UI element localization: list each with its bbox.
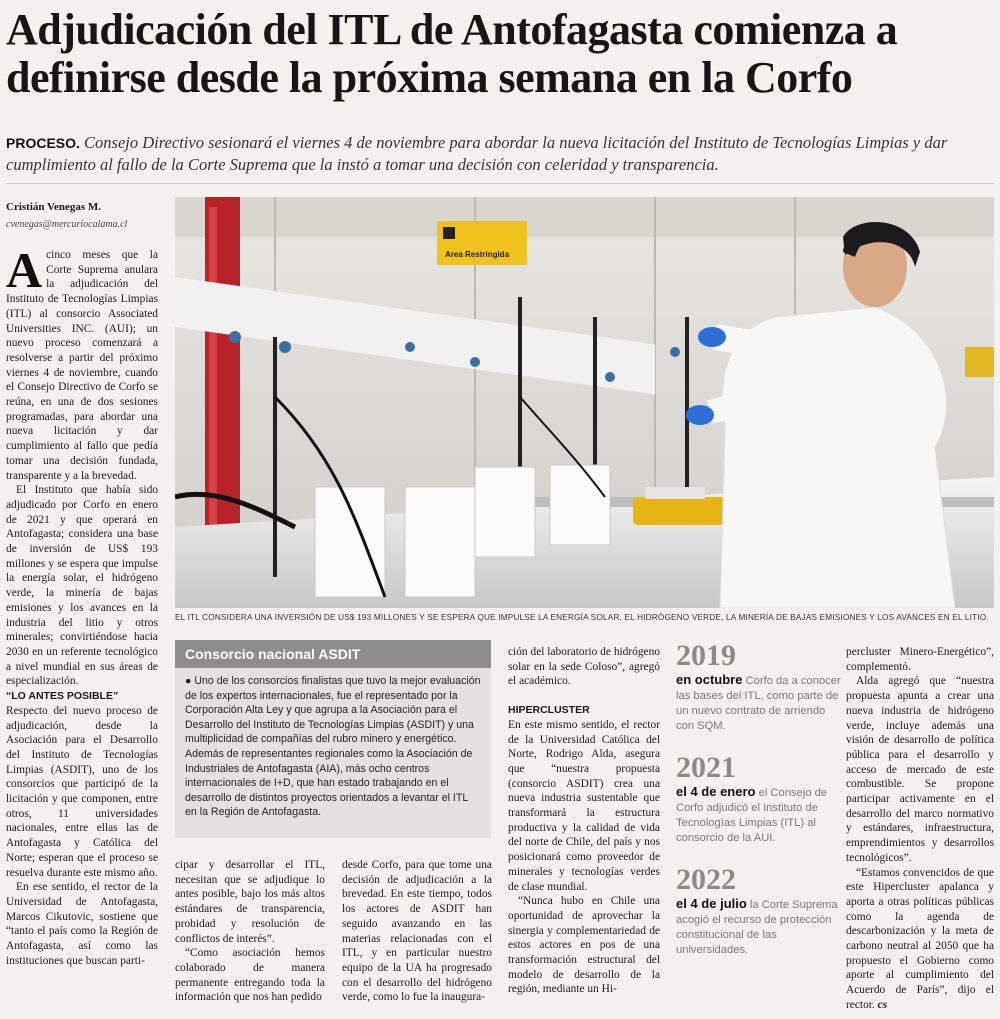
lab-illustration <box>175 197 994 608</box>
paragraph: Respecto del nuevo proceso de adjudicación, desde la Asociación para el Desarrollo del Instituto de Tecnologías Limpias (ASDIT), uno de los consorcios que participó de la licitación y que componen, entre otros, 11 universidades nacionales, entre ellas las de Antofagasta y Católica del Norte; esperan que el proceso se resuelva durante este mismo año. <box>6 704 158 879</box>
timeline <box>676 640 842 964</box>
byline-author: Cristián Venegas M. <box>6 201 102 213</box>
paragraph: En ese sentido, el rector de la Universidad de Antofagasta, Marcos Cikutovic, sostiene que “tanto el país como la Región de Antofagasta, así como las instituciones que buscan parti- <box>6 881 158 967</box>
column-1 <box>6 242 158 968</box>
timeline-item <box>676 640 842 734</box>
timeline-item <box>676 752 842 846</box>
column-6 <box>846 645 994 1013</box>
timeline-text: la Corte Suprema acogió el recurso de protección constitucional de las universidades. <box>676 899 838 956</box>
dropcap: A <box>6 242 43 298</box>
paragraph <box>846 866 994 1013</box>
column-3 <box>342 858 492 1005</box>
timeline-date: el 4 de enero <box>676 784 756 799</box>
timeline-year: 2019 <box>676 639 736 672</box>
subhead-hipercluster: HIPERCLUSTER <box>508 704 590 717</box>
lead-text: Consejo Directivo sesionará el viernes 4 de noviembre para abordar la nueva licitación del Instituto de Tecnologías Limpias y dar cumplimiento al fallo de la Corte Suprema que la instó a tomar una decisión con celeridad y transparencia. <box>6 133 948 174</box>
paragraph: “Como asociación hemos colaborado de manera permanente entregando toda la información que nos han pedido <box>175 947 325 1004</box>
headline: Adjudicación del ITL de Antofagasta comienza a definirse desde la próxima semana en la Corfo <box>6 5 898 102</box>
subhead-lo-antes-posible: “LO ANTES POSIBLE” <box>6 690 119 703</box>
photo-caption: EL ITL CONSIDERA UNA INVERSIÓN DE US$ 193 MILLONES Y SE ESPERA QUE IMPULSE LA ENERGÍA SOLAR, EL HIDRÓGENO VERDE, LA MINERÍA DE BAJAS EMISIONES Y LOS AVANCES EN EL LITIO. <box>175 613 989 622</box>
divider <box>6 183 994 184</box>
paragraph: desde Corfo, para que tome una decisión de adjudicación a la brevedad. En este tiempo, todos los actores de ASDIT han seguido avanzando en las materias relacionadas con el ITL, y en particular nuestro equipo de la UA ha progresado con el desarrollo del hidrógeno verde, como lo fue la inaugura- <box>342 859 492 1004</box>
paragraph: El Instituto que había sido adjudicado por Corfo en enero de 2021 y que operará en Antofagasta; considera una base de inversión de US$ 193 millones y se espera que impulse la energía solar, el hidrógeno verde, la minería de bajas emisiones y los avances en la industria del litio y otros minerales; convirtiéndose hacia 2030 en un referente tecnológico a nivel mundial en sus áreas de especialización. <box>6 484 158 688</box>
timeline-year: 2022 <box>676 863 736 896</box>
paragraph: ción del laboratorio de hidrógeno solar en la sede Coloso”, agregó el académico. <box>508 646 660 688</box>
column-2 <box>175 858 325 1005</box>
byline-email: cvenegas@mercuriocalama.cl <box>6 219 128 230</box>
column-4 <box>508 645 660 997</box>
info-box-title: Consorcio nacional ASDIT <box>175 640 491 668</box>
info-box-asdit <box>175 640 491 838</box>
info-box-text: ● Uno de los consorcios finalistas que tuvo la mejor evaluación de los expertos internacionales, fue el representado por la Corporación Alta Ley y que agrupa a la Asociación para el Desarrollo del Instituto de Tecnologías Limpias (ASDIT) y una multiplicidad de compañías del rubro minero y energético. Además de representantes regionales como la Asociación de Industriales de Antofagasta (AIA), más ocho centros internacionales de I+D, que han estado trabajando en el desarrollo de distintos proyectos orientados a levantar el ITL en la Región de Antofagasta. <box>185 675 481 819</box>
timeline-text: el Consejo de Corfo adjudicó el Instituto de Tecnologías Limpias (ITL) al consorcio de la AUI. <box>676 787 828 844</box>
paragraph: Alda agregó que “nuestra propuesta apunta a crear una nueva industria de hidrógeno verde, incluye además una visión de desarrollo de política pública para el desarrollo y acceso de mercado de este combustible. Se propone participar activamente en el desarrollo del marco normativo y estándares, infraestructura, emprendimientos y desarrollos tecnológicos”. <box>846 675 994 864</box>
timeline-date: en octubre <box>676 672 743 687</box>
timeline-text: Corfo da a conocer las bases del ITL, como parte de un nuevo contrato de arriendo con SQM. <box>676 675 841 732</box>
lead-kicker: PROCESO. <box>6 135 80 151</box>
paragraph <box>6 242 158 483</box>
sign-text: Area Restringida <box>445 250 510 259</box>
paragraph: “Nunca hubo en Chile una oportunidad de aprovechar la sinergia y complementariedad de estos actores en pos de una transformación estructural del modelo de desarrollo de la región, mediante un Hi- <box>508 895 660 996</box>
lead-paragraph <box>6 132 994 175</box>
timeline-date: el 4 de julio <box>676 896 747 911</box>
paragraph: percluster Minero-Energético”, complementó. <box>846 646 994 673</box>
timeline-item <box>676 864 842 958</box>
paragraph: cipar y desarrollar el ITL, necesitan que se adjudique lo antes posible, bajo los más altos estándares de transparencia, probidad y resolución de conflictos de interés”. <box>175 859 325 945</box>
paragraph: En este mismo sentido, el rector de la Universidad Católica del Norte, Rodrigo Alda, asegura que “nuestra propuesta (consorcio ASDIT) crea una nueva industria sustentable que transformará la estructura productiva y la calidad de vida del norte de Chile, del país y nos posicionará como proveedor de minerales y tecnologías verdes de clase mundial. <box>508 718 660 893</box>
end-mark: cs <box>877 998 888 1011</box>
paragraph-text: cinco meses que la Corte Suprema anulara la adjudicación del Instituto de Tecnologías Limpias (ITL) al consorcio Associated Universities INC. (AUI); un nuevo proceso comenzará a resolverse a partir del próximo viernes 4 de noviembre, cuando el Consejo Directivo de Corfo se reúna, en una de dos sesiones programadas, para abordar una nueva licitación y dar cumplimiento al fallo que pedía tomar una decisión fundada, transparente y a la brevedad. <box>6 249 158 482</box>
lab-photo <box>175 197 994 608</box>
paragraph-text: “Estamos convencidos de que este Hipercluster apalanca y aporta a otras políticas públicas como la agenda de descarbonización y la meta de carbono neutral al 2050 que ha propuesto el Gobierno como aporte al cumplimiento del Acuerdo de París”, dijo el rector. <box>846 866 994 1011</box>
timeline-year: 2021 <box>676 751 736 784</box>
